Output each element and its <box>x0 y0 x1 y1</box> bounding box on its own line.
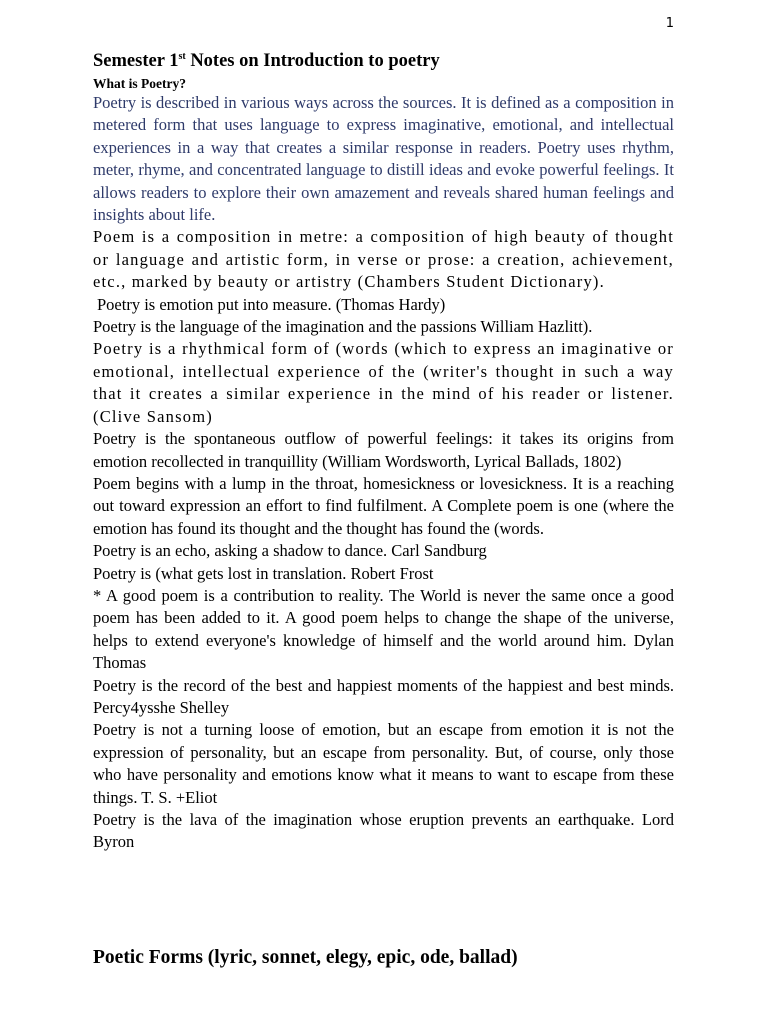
page-number: 1 <box>665 16 674 31</box>
quote-paragraph: Poetry is the lava of the imagination whose eruption prevents an earthquake. Lord Byron <box>93 810 674 852</box>
quote-paragraph: Poetry is the spontaneous outflow of powerful feelings: it takes its origins from emotion recollected in tranquillity (William Wordsworth, Lyrical Ballads, 1802) <box>93 429 674 471</box>
poetic-forms-heading: Poetic Forms (lyric, sonnet, elegy, epic, ode, ballad) <box>93 947 518 968</box>
title-prefix: Semester 1 <box>93 51 179 71</box>
quote-paragraph: * A good poem is a contribution to reality. The World is never the same once a good poem has been added to it. A good poem helps to change the shape of the universe, helps to extend everyone's knowledge of himself and the world around him. Dylan Thomas <box>93 585 674 673</box>
quote-paragraph: Poetry is not a turning loose of emotion, but an escape from emotion it is not the expression of personality, but an escape from personality. But, of course, only those who have personality and emotions know what it means to want to escape from these things. T. S. +Eliot <box>93 720 674 807</box>
quote-paragraph: Poetry is emotion put into measure. (Thomas Hardy) <box>97 294 446 314</box>
intro-paragraph: Poetry is described in various ways across the sources. It is defined as a composition in metered form that uses language to express imaginative, emotional, and intellectual experiences in a way that creates a similar response in readers. Poetry uses rhythm, meter, rhyme, and concentrated language to distill ideas and evoke powerful feelings. It allows readers to explore their own amazement and reveals shared human feelings and insights about life. <box>93 93 674 225</box>
title-superscript: st <box>178 51 186 62</box>
quote-paragraph: Poetry is (what gets lost in translation. Robert Frost <box>93 563 434 583</box>
quote-paragraph: Poetry is a rhythmical form of (words (which to express an imaginative or emotional, intellectual experience of the (writer's thought in such a way that it creates a similar experience in the mind of his reader or listener. (Clive Sansom) <box>93 339 674 426</box>
section-subheading: What is Poetry? <box>93 76 186 91</box>
quote-paragraph: Poetry is the record of the best and happiest moments of the happiest and best minds. Percy4ysshe Shelley <box>93 675 674 717</box>
quote-paragraph: Poem begins with a lump in the throat, homesickness or lovesickness. It is a reaching out toward expression an effort to find fulfilment. A Complete poem is one (where the emotion has found its thought and the thought has found the (words. <box>93 473 674 538</box>
quote-paragraph: Poetry is an echo, asking a shadow to dance. Carl Sandburg <box>93 541 487 561</box>
title-suffix: Notes on Introduction to poetry <box>185 51 440 71</box>
quote-paragraph: Poetry is the language of the imagination and the passions William Hazlitt). <box>93 317 593 337</box>
page-title <box>93 47 674 75</box>
document-body <box>93 47 674 854</box>
definition-paragraph: Poem is a composition in metre: a composition of high beauty of thought or language and artistic form, in verse or prose: a creation, achievement, etc., marked by beauty or artistry (Chambers Student Dictionary). <box>93 227 674 292</box>
